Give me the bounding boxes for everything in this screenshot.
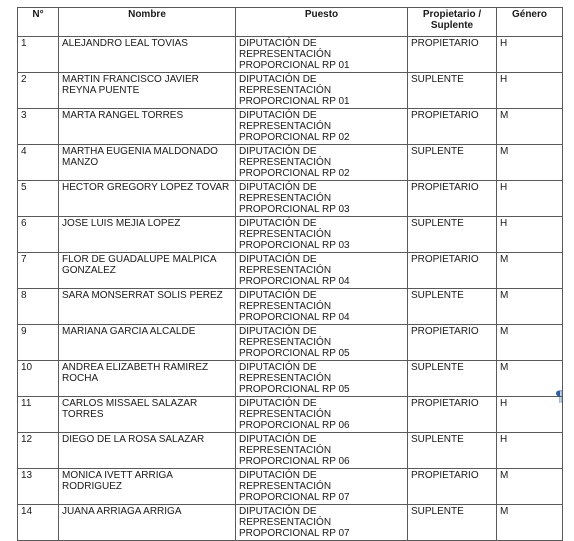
- cell-tipo: SUPLENTE: [408, 217, 497, 253]
- cell-tipo: PROPIETARIO: [408, 253, 497, 289]
- cell-nombre: MARTA RANGEL TORRES: [59, 109, 236, 145]
- cell-genero: H: [497, 433, 563, 469]
- cell-nombre: DIEGO DE LA ROSA SALAZAR: [59, 433, 236, 469]
- cell-num: 7: [18, 253, 59, 289]
- cell-num: 6: [18, 217, 59, 253]
- paragraph-mark: ¶: [556, 388, 564, 405]
- cell-puesto: DIPUTACIÓN DE REPRESENTACIÓN PROPORCIONAL RP 02: [236, 145, 408, 181]
- cell-nombre: ALEJANDRO LEAL TOVIAS: [59, 37, 236, 73]
- cell-nombre: MARIANA GARCIA ALCALDE: [59, 325, 236, 361]
- cell-tipo: PROPIETARIO: [408, 109, 497, 145]
- cell-num: 1: [18, 37, 59, 73]
- cell-nombre: ANDREA ELIZABETH RAMIREZ ROCHA: [59, 361, 236, 397]
- cell-tipo: PROPIETARIO: [408, 181, 497, 217]
- candidate-table: [17, 7, 563, 541]
- cell-num: 5: [18, 181, 59, 217]
- cell-genero: H: [497, 73, 563, 109]
- cell-puesto: DIPUTACIÓN DE REPRESENTACIÓN PROPORCIONAL RP 04: [236, 289, 408, 325]
- cell-puesto: DIPUTACIÓN DE REPRESENTACIÓN PROPORCIONAL RP 01: [236, 37, 408, 73]
- cell-genero: M: [497, 469, 563, 505]
- cell-nombre: JUANA ARRIAGA ARRIGA: [59, 505, 236, 541]
- cell-puesto: DIPUTACIÓN DE REPRESENTACIÓN PROPORCIONAL RP 05: [236, 361, 408, 397]
- cell-puesto: DIPUTACIÓN DE REPRESENTACIÓN PROPORCIONAL RP 04: [236, 253, 408, 289]
- cell-puesto: DIPUTACIÓN DE REPRESENTACIÓN PROPORCIONAL RP 03: [236, 181, 408, 217]
- cell-num: 8: [18, 289, 59, 325]
- table-body: [18, 37, 563, 541]
- table-row: [18, 181, 563, 217]
- cell-puesto: DIPUTACIÓN DE REPRESENTACIÓN PROPORCIONAL RP 05: [236, 325, 408, 361]
- cell-num: 9: [18, 325, 59, 361]
- cell-genero: H: [497, 181, 563, 217]
- cell-nombre: CARLOS MISSAEL SALAZAR TORRES: [59, 397, 236, 433]
- cell-num: 3: [18, 109, 59, 145]
- cell-tipo: PROPIETARIO: [408, 37, 497, 73]
- cell-puesto: DIPUTACIÓN DE REPRESENTACIÓN PROPORCIONAL RP 03: [236, 217, 408, 253]
- cell-genero: M: [497, 145, 563, 181]
- table-row: [18, 145, 563, 181]
- cell-puesto: DIPUTACIÓN DE REPRESENTACIÓN PROPORCIONAL RP 06: [236, 397, 408, 433]
- cell-genero: M: [497, 289, 563, 325]
- table-row: [18, 325, 563, 361]
- table-row: [18, 469, 563, 505]
- cell-genero: M: [497, 361, 563, 397]
- cell-num: 11: [18, 397, 59, 433]
- cell-nombre: MONICA IVETT ARRIGA RODRIGUEZ: [59, 469, 236, 505]
- table-row: [18, 289, 563, 325]
- table-row: [18, 37, 563, 73]
- header-row: [18, 8, 563, 37]
- cell-tipo: SUPLENTE: [408, 73, 497, 109]
- cell-nombre: MARTIN FRANCISCO JAVIER REYNA PUENTE: [59, 73, 236, 109]
- header-tipo: Propietario / Suplente: [408, 8, 497, 37]
- table-row: [18, 361, 563, 397]
- header-puesto: Puesto: [236, 8, 408, 37]
- cell-tipo: SUPLENTE: [408, 505, 497, 541]
- cell-puesto: DIPUTACIÓN DE REPRESENTACIÓN PROPORCIONAL RP 07: [236, 505, 408, 541]
- cell-tipo: SUPLENTE: [408, 433, 497, 469]
- cell-tipo: SUPLENTE: [408, 145, 497, 181]
- header-num: N°: [18, 8, 59, 37]
- cell-nombre: JOSE LUIS MEJIA LOPEZ: [59, 217, 236, 253]
- cell-tipo: PROPIETARIO: [408, 325, 497, 361]
- cell-num: 2: [18, 73, 59, 109]
- cell-tipo: PROPIETARIO: [408, 469, 497, 505]
- cell-num: 14: [18, 505, 59, 541]
- table-row: [18, 109, 563, 145]
- cell-genero: M: [497, 109, 563, 145]
- cell-genero: M: [497, 505, 563, 541]
- cell-genero: H: [497, 37, 563, 73]
- cell-num: 13: [18, 469, 59, 505]
- header-nombre: Nombre: [59, 8, 236, 37]
- cell-nombre: SARA MONSERRAT SOLIS PEREZ: [59, 289, 236, 325]
- cell-genero: H: [497, 397, 563, 433]
- table-row: [18, 217, 563, 253]
- cell-puesto: DIPUTACIÓN DE REPRESENTACIÓN PROPORCIONAL RP 07: [236, 469, 408, 505]
- cell-nombre: MARTHA EUGENIA MALDONADO MANZO: [59, 145, 236, 181]
- cell-tipo: SUPLENTE: [408, 361, 497, 397]
- table-row: [18, 505, 563, 541]
- cell-genero: M: [497, 325, 563, 361]
- cell-tipo: SUPLENTE: [408, 289, 497, 325]
- table-row: [18, 433, 563, 469]
- cell-puesto: DIPUTACIÓN DE REPRESENTACIÓN PROPORCIONAL RP 06: [236, 433, 408, 469]
- table-row: [18, 73, 563, 109]
- cell-num: 12: [18, 433, 59, 469]
- table-row: [18, 397, 563, 433]
- cell-genero: H: [497, 217, 563, 253]
- cell-nombre: HECTOR GREGORY LOPEZ TOVAR: [59, 181, 236, 217]
- cell-tipo: PROPIETARIO: [408, 397, 497, 433]
- cell-puesto: DIPUTACIÓN DE REPRESENTACIÓN PROPORCIONAL RP 02: [236, 109, 408, 145]
- cell-nombre: FLOR DE GUADALUPE MALPICA GONZALEZ: [59, 253, 236, 289]
- cell-num: 10: [18, 361, 59, 397]
- cell-num: 4: [18, 145, 59, 181]
- cell-puesto: DIPUTACIÓN DE REPRESENTACIÓN PROPORCIONAL RP 01: [236, 73, 408, 109]
- cell-genero: M: [497, 253, 563, 289]
- header-genero: Género: [497, 8, 563, 37]
- table-row: [18, 253, 563, 289]
